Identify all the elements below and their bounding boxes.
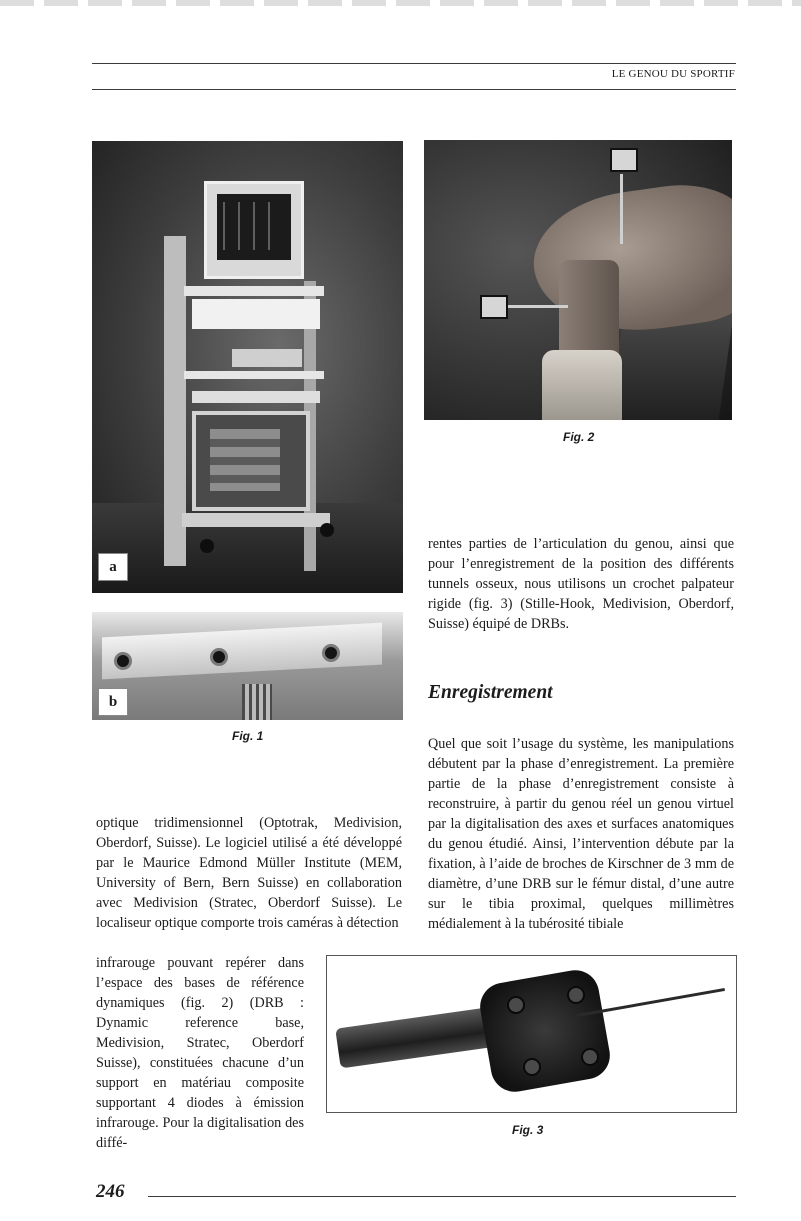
section-heading: Enregistrement xyxy=(428,682,553,703)
diode xyxy=(523,1058,541,1076)
page-number: 246 xyxy=(96,1181,125,1202)
drb-marker xyxy=(480,295,508,319)
camera-bar xyxy=(102,623,382,680)
right-column-paragraph-top: rentes parties de l’articulation du genou, ainsi que pour l’enregistrement de la position des différents tunnels osseux, nous utilisons un crochet palpateur rigide (fig. 3) (Stille-Hook, Medivision, Oberdorf, Suisse) équipé de DRBs. xyxy=(428,536,734,632)
figure-1-caption: Fig. 1 xyxy=(232,729,264,743)
panel-label-b: b xyxy=(98,688,128,716)
cart-wheel xyxy=(320,523,334,537)
cart-shelf xyxy=(184,371,324,379)
figure-3-palpation-hook-photo xyxy=(326,955,737,1113)
monitor xyxy=(204,181,304,279)
header-rule-top xyxy=(92,63,736,64)
right-column-paragraph: Quel que soit l’usage du système, les manipulations débutent par la phase d’enregistrement. La première partie de la phase d’enregistrement consiste à reconstruire, à partir du genou réel un genou virtuel par la digitalisation des axes et surfaces anatomiques du genou étudié. Ainsi, l’intervention débute par la fixation, à l’aide de broches de Kirschner de 3 mm de diamètre, d’une DRB sur le fémur distal, d’une autre sur le tibia proximal, quelques millimètres médialement à la tubérosité tibiale xyxy=(428,736,734,932)
cart-shelf xyxy=(184,286,324,296)
control-unit xyxy=(232,349,302,367)
left-column-paragraph-wrapped: infrarouge pouvant repérer dans l’espace des bases de référence dynamiques (fig. 2) (DRB : Dynamic reference base, Medivision, Stratec, Oberdorf Suisse), constituées chacune d’un support en matériau composite supportant 4 diodes à émission infrarouge. Pour la digitalisation des diffé- xyxy=(96,955,304,1151)
figure-1b-camera-bar-photo xyxy=(92,612,403,720)
camera-lens xyxy=(210,648,228,666)
header-rule-bottom xyxy=(92,89,736,90)
figure-2-knee-photo xyxy=(424,140,732,420)
cart-base xyxy=(182,513,330,527)
hook-drb-head xyxy=(476,966,613,1095)
left-column-paragraph: optique tridimensionnel (Optotrak, Medivision, Oberdorf, Suisse). Le logiciel utilisé a été développé par le Maurice Edmond Müller Institute (MEM, University of Bern, Bern Suisse) en collaboration avec Medivision (Stratec, Oberdorf Suisse). Le localiseur optique comporte trois caméras à détection xyxy=(96,815,402,931)
panel-label-a: a xyxy=(98,553,128,581)
diode xyxy=(567,986,585,1004)
keyboard xyxy=(192,391,320,403)
figure-2-caption: Fig. 2 xyxy=(563,430,595,444)
footer-rule xyxy=(148,1196,736,1197)
running-head: LE GENOU DU SPORTIF xyxy=(611,68,735,80)
computer-cabinet xyxy=(192,411,310,511)
diode xyxy=(507,996,525,1014)
cart-drawer xyxy=(192,299,320,329)
knee xyxy=(525,175,732,344)
camera-stand xyxy=(242,684,272,720)
camera-lens xyxy=(322,644,340,662)
diode xyxy=(581,1048,599,1066)
drb-marker xyxy=(610,148,638,172)
cart-wheel xyxy=(200,539,214,553)
figure-3-caption: Fig. 3 xyxy=(512,1123,544,1137)
leg-support xyxy=(542,350,622,420)
monitor-screen xyxy=(217,194,291,260)
scan-edge-artifact xyxy=(0,0,801,6)
kirschner-pin xyxy=(620,174,623,244)
camera-lens xyxy=(114,652,132,670)
kirschner-pin xyxy=(508,305,568,308)
figure-1a-workstation-photo xyxy=(92,141,403,593)
